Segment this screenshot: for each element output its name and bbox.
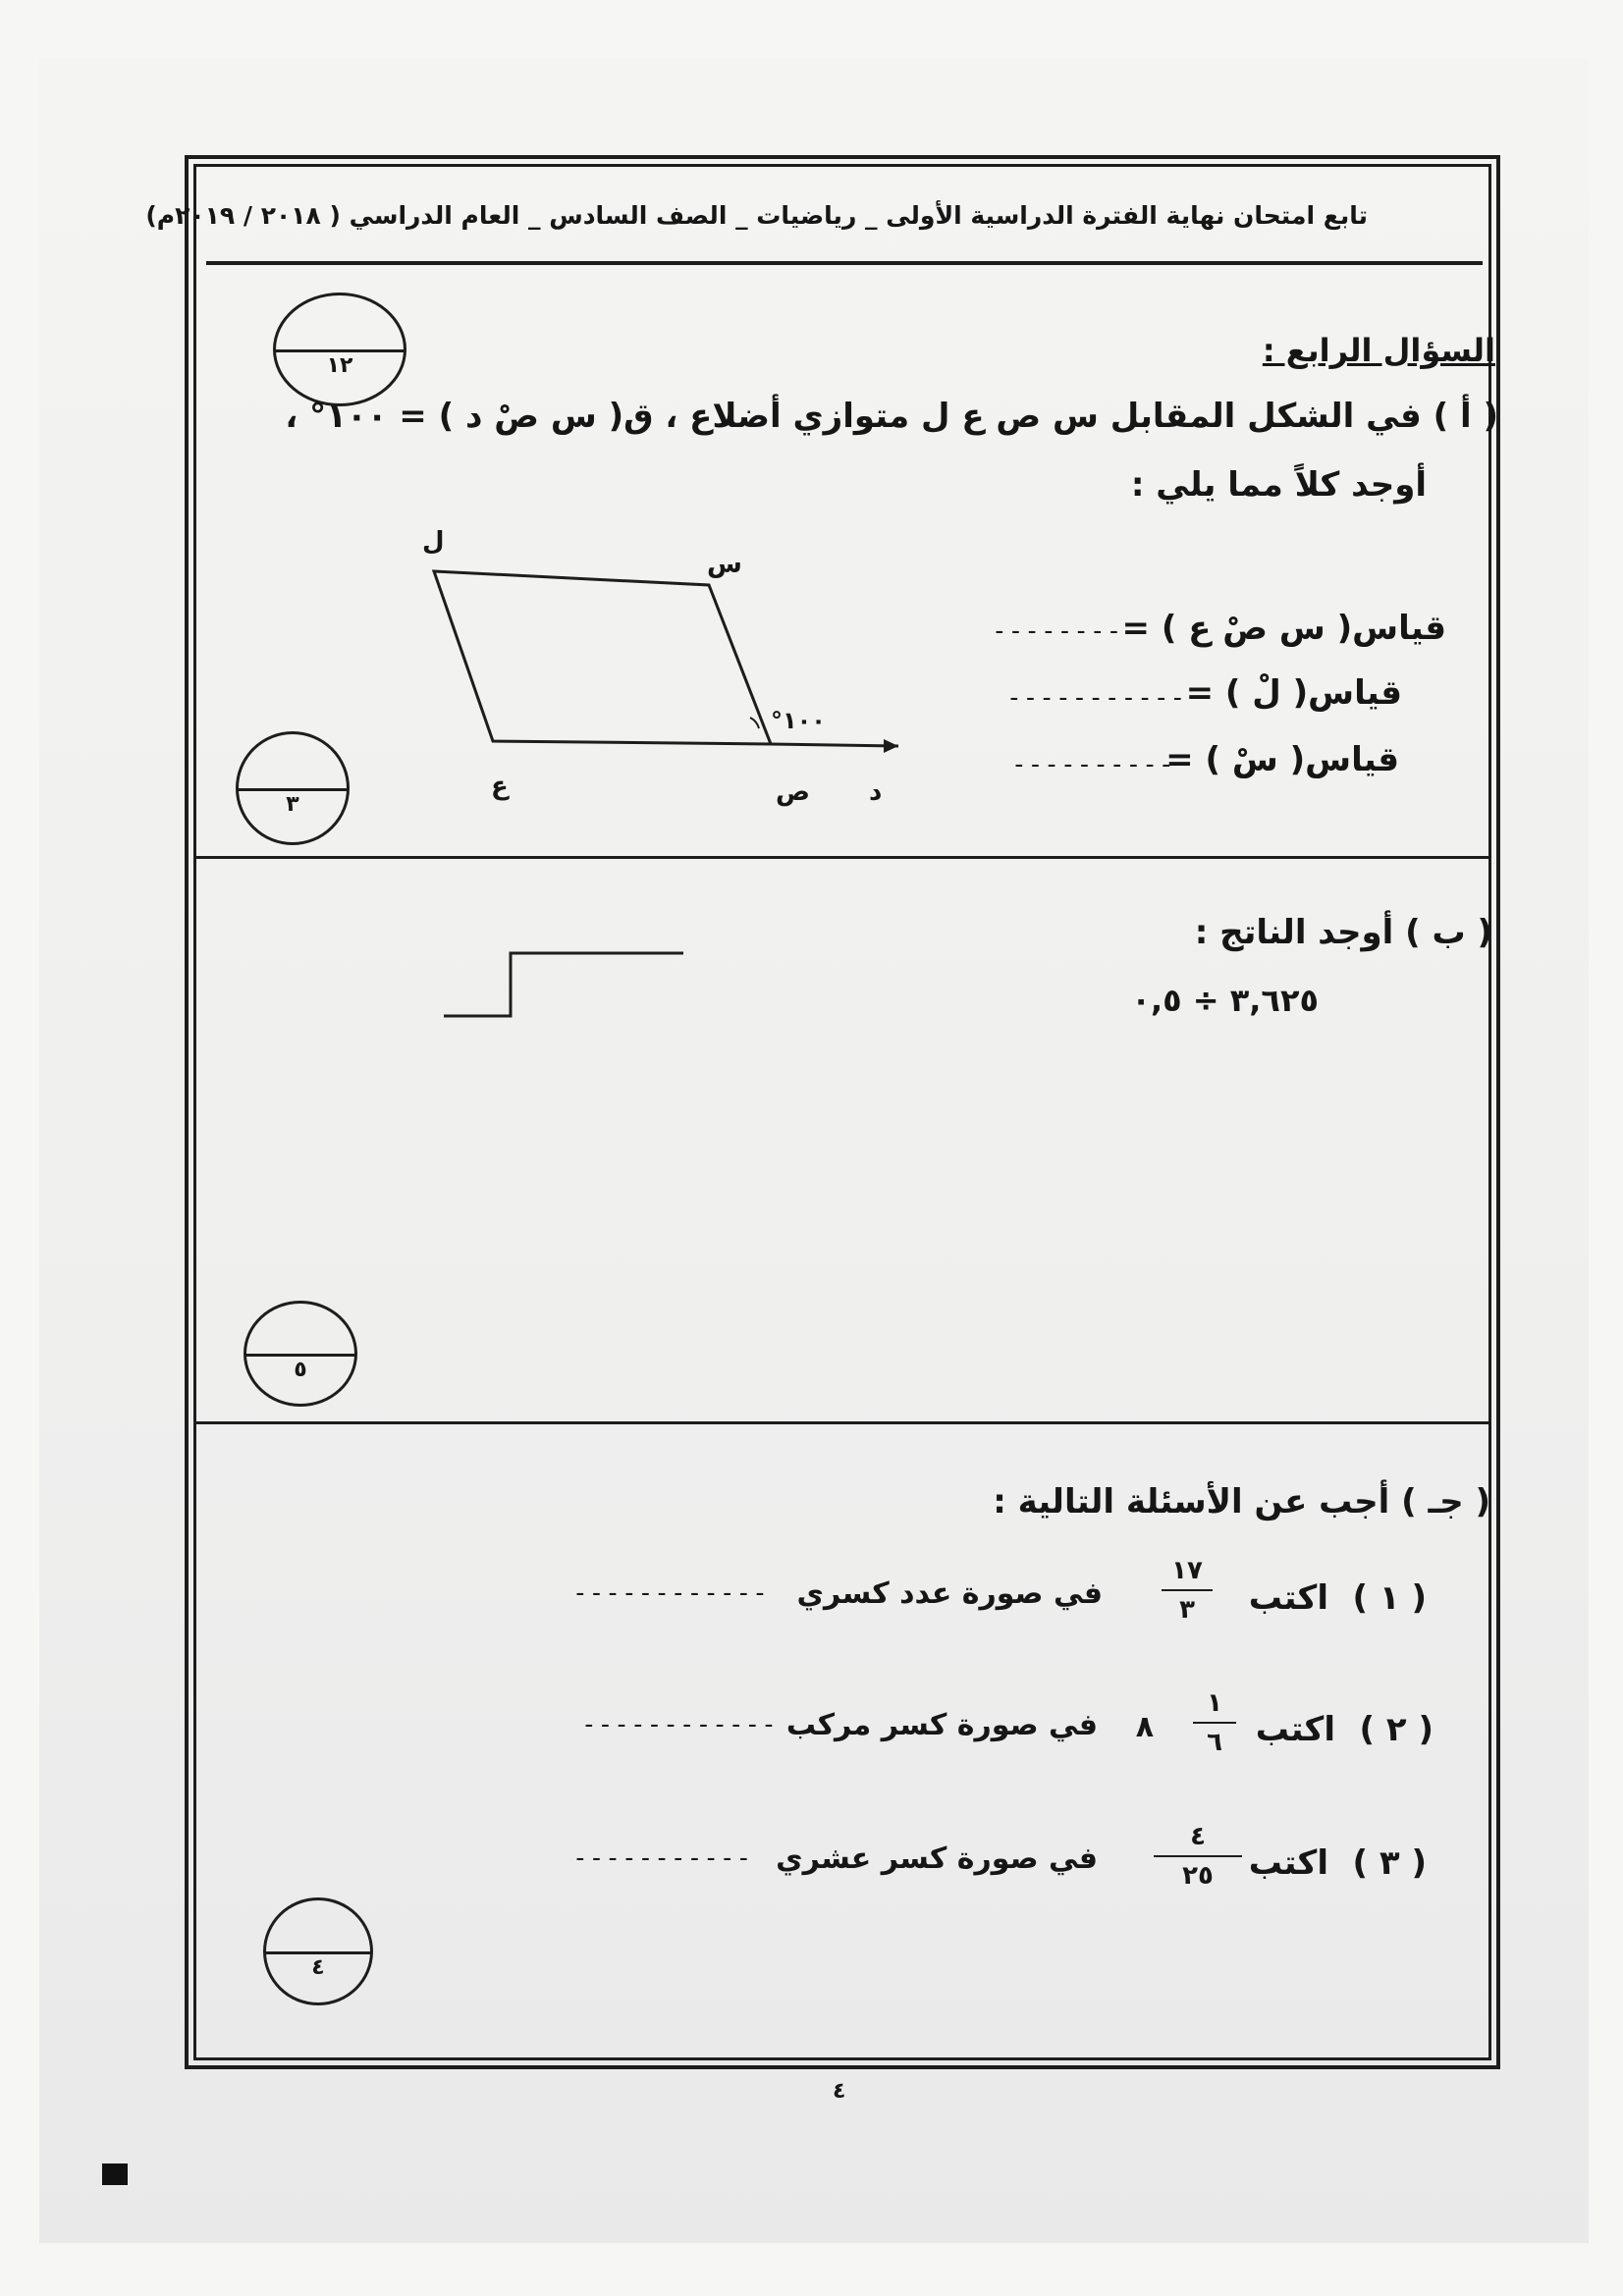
part-c-item-2-number: ( ٢ ) xyxy=(1359,1710,1434,1749)
part-a-item-2-label: قياس( لْ ) = xyxy=(1185,673,1402,713)
vertex-d-label: د xyxy=(869,777,883,807)
part-c-item-1-instruction: في صورة عدد كسري xyxy=(796,1576,1103,1611)
question-heading: السؤال الرابع : xyxy=(1262,332,1495,369)
part-a-item-1-label: قياس( س صْ ع ) = xyxy=(1121,609,1446,648)
question-total-score: ١٢ xyxy=(326,353,353,379)
division-bracket xyxy=(442,947,687,1021)
part-c-item-2-verb: اكتب xyxy=(1255,1710,1335,1749)
vertex-l-label: ل xyxy=(422,527,445,557)
part-b-heading: ( ب ) أوجد الناتج : xyxy=(1194,913,1492,952)
vertex-s-label: س xyxy=(707,550,742,579)
fraction-numerator: ٤ xyxy=(1190,1822,1206,1851)
vertex-a-label: ع xyxy=(491,772,509,801)
exam-header-title: تابع امتحان نهاية الفترة الدراسية الأولى _ رياضيات _ الصف السادس _ العام الدراسي ( ٢٠١٨ / ٢٠١٩م) xyxy=(145,201,1368,230)
part-c-score-circle xyxy=(263,1897,373,2005)
page-number: ٤ xyxy=(833,2079,846,2104)
parallelogram-shape xyxy=(434,571,771,744)
part-c-item-2-fraction xyxy=(1193,1688,1236,1757)
part-c-heading: ( جـ ) أجب عن الأسئلة التالية : xyxy=(993,1482,1490,1522)
part-c-item-2-instruction: في صورة كسر مركب xyxy=(785,1708,1098,1742)
part-c-score: ٤ xyxy=(311,1955,325,1981)
angle-arc xyxy=(750,718,759,728)
vertex-sad-label: ص xyxy=(776,777,810,807)
part-c-item-3-number: ( ٣ ) xyxy=(1352,1843,1427,1883)
part-c-item-3-instruction: في صورة كسر عشري xyxy=(776,1842,1098,1876)
angle-100-label: ١٠٠° xyxy=(771,707,826,734)
part-c-item-3-blank[interactable]: ----------- xyxy=(572,1843,753,1873)
part-c-item-1-verb: اكتب xyxy=(1248,1578,1328,1618)
part-b-score-circle xyxy=(243,1301,357,1407)
scan-corner-mark xyxy=(102,2163,128,2185)
fraction-denominator: ٦ xyxy=(1207,1728,1222,1757)
part-c-item-1-number: ( ١ ) xyxy=(1352,1578,1427,1618)
part-c-item-3-fraction xyxy=(1154,1822,1242,1891)
section-divider-1 xyxy=(193,856,1491,859)
page-frame-inner xyxy=(193,164,1491,2060)
arrow-head-icon xyxy=(884,739,898,753)
header-divider xyxy=(206,261,1483,265)
fraction-numerator: ١ xyxy=(1207,1688,1222,1718)
fraction-denominator: ٢٥ xyxy=(1182,1861,1214,1891)
part-c-item-2-whole: ٨ xyxy=(1135,1710,1154,1744)
part-b-score: ٥ xyxy=(294,1358,307,1383)
part-a-item-1-blank[interactable]: -------- xyxy=(992,616,1123,646)
part-a-instruction: أوجد كلاً مما يلي : xyxy=(1130,465,1427,505)
extended-side-line xyxy=(771,744,898,746)
part-c-item-1-fraction xyxy=(1162,1556,1213,1625)
section-divider-2 xyxy=(193,1421,1491,1424)
part-a-statement: ( أ ) في الشكل المقابل س ص ع ل متوازي أضلاع ، ق( س صْ د ) = ١٠٠° ، xyxy=(285,397,1498,436)
question-total-score-circle xyxy=(273,293,406,406)
part-c-item-3-verb: اكتب xyxy=(1248,1843,1328,1883)
parallelogram-figure xyxy=(412,510,923,805)
fraction-numerator: ١٧ xyxy=(1171,1556,1203,1585)
part-a-item-3-label: قياس( سْ ) = xyxy=(1165,740,1399,779)
part-a-item-2-blank[interactable]: ----------- xyxy=(1006,683,1187,713)
part-c-item-2-blank[interactable]: ------------ xyxy=(581,1710,778,1739)
part-b-expression: ٣,٦٢٥ ÷ ٠,٥ xyxy=(1131,982,1319,1019)
part-a-score: ٣ xyxy=(286,792,299,818)
part-c-item-1-blank[interactable]: ------------ xyxy=(572,1578,769,1608)
part-a-score-circle xyxy=(236,731,350,845)
part-a-item-3-blank[interactable]: ---------- xyxy=(1011,750,1175,779)
fraction-denominator: ٣ xyxy=(1179,1595,1195,1625)
